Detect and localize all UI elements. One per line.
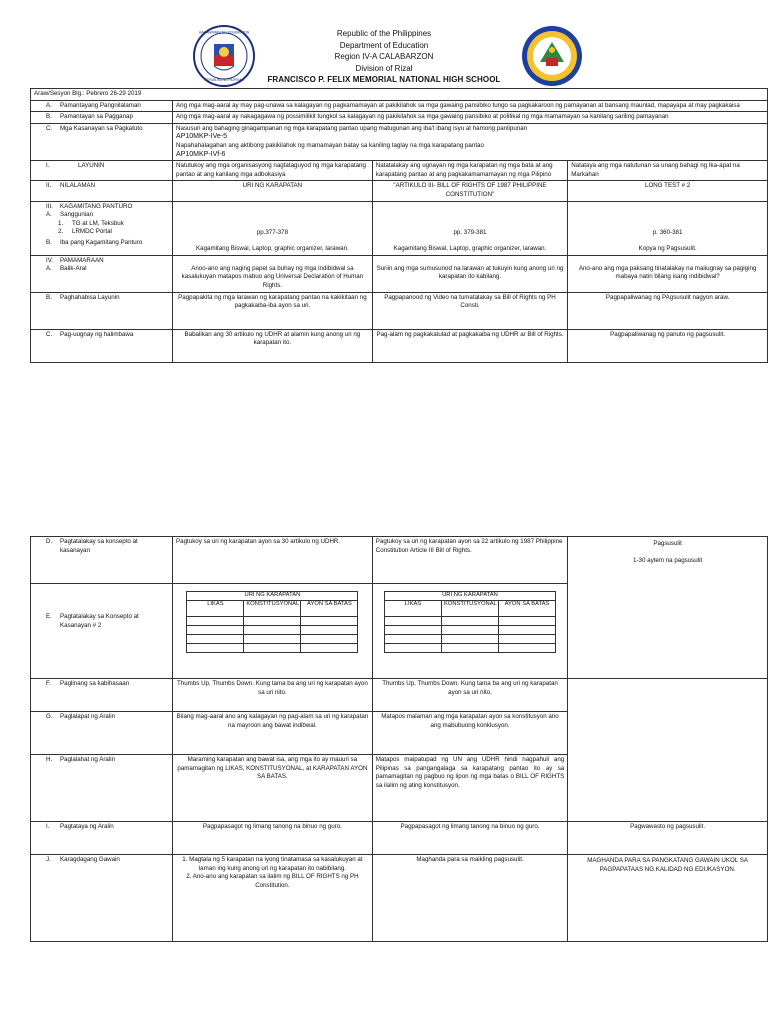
row-balik-aral	[31, 255, 768, 292]
row-pagtataya	[31, 822, 768, 855]
row-label: Paghahabisa Layunin	[60, 293, 120, 301]
pages-day-1: pp.377-378	[256, 228, 289, 236]
uri-ng-karapatan-table	[186, 591, 358, 653]
header-line-4: Division of Rizal	[355, 63, 413, 73]
layunin-day-1: Natutukoy ang mga organisasyong nagtataguyod ng mga karapatang pantao at ang kanilang mga adbokasiya	[173, 161, 373, 181]
layunin-day-2: Natatalakay ang ugnayan ng mga karapatan ng mga bata at ang karapatang pantao at ang pagkakamamamayan ng mga Pilipino	[372, 161, 567, 181]
row-label: Mga Kasanayan sa Pagkatuto	[60, 124, 143, 132]
pagtataya-day-1: Pagpapasagot ng limang tanong na binuo ng guro.	[173, 822, 373, 855]
row-letter: F.	[46, 680, 51, 687]
balik-aral-day-2: Suriin ang mga sumusunod na larawan at tukuyin kung anong uri ng karapatan ito kabilang.	[372, 255, 567, 292]
document-header	[0, 24, 768, 88]
uri-table-cell-day-1	[173, 584, 373, 679]
row-letter: I.	[46, 162, 50, 170]
uri-table-cell-day-2	[372, 584, 567, 679]
row-letter: G.	[46, 713, 53, 720]
gawain-day-1	[173, 855, 373, 942]
row-letter: III.	[46, 202, 53, 210]
lesson-plan-table-2	[30, 536, 768, 942]
row-letter: I.	[46, 823, 50, 830]
uri-col-likas: LIKAS	[385, 601, 442, 617]
layunin-step-day-1: Pagpapakita ng mga larawan ng karapatang pantao na kakikitaan ng pagkakaiba-iba ayon sa uri.	[173, 292, 373, 329]
row-letter: H.	[46, 756, 53, 763]
svg-text:KAGAWARAN NG EDUKASYON: KAGAWARAN NG EDUKASYON	[198, 30, 250, 35]
empty-day-3	[568, 679, 768, 822]
row-label: Pamantayan sa Pagganap	[60, 113, 133, 121]
pagtataya-day-2: Pagpapasagot ng limang tanong na binuo ng guro.	[372, 822, 567, 855]
uri-ng-karapatan-table	[384, 591, 556, 653]
gawain-day-2: Maghanda para sa maikling pagsusulit.	[372, 855, 567, 942]
kasanayan-text-2: Napahahalagahan ang aktibong pakikilahok ng mamamayan batay sa kaniling taglay na mga karapatang pantao	[176, 141, 484, 149]
pages-day-2: pp. 379-381	[453, 228, 487, 236]
row-label: Pamantayang Pangnilalaman	[60, 101, 141, 109]
row-label: Pagtatalakay sa Konsepto at Kasanayan # 2	[60, 613, 139, 629]
pagsusulit-cell	[568, 537, 768, 679]
row-kasanayan	[31, 123, 768, 160]
row-label: Balik-Aral	[60, 265, 87, 273]
row-text	[173, 123, 768, 160]
materials-day-3: Kopya ng Pagsusulit.	[638, 245, 697, 253]
row-letter: B.	[46, 293, 52, 301]
row-label: Karagdagang Gawain	[60, 856, 120, 863]
header-line-1: Republic of the Philippines	[336, 29, 432, 38]
row-label: Sanggunian	[60, 211, 94, 219]
row-letter: II.	[46, 182, 52, 190]
kasanayan-code-1: AP10MKP-IVe-5	[176, 133, 228, 141]
paglinang-day-1: Thumbs Up, Thumbs Down. Kung tama ba ang uri ng karapatan ayon sa uri nito.	[173, 679, 373, 712]
paglalapat-day-2: Matapos malaman ang mga karapatan ayon sa konstitusyon ano ang mabubuong konklusyon.	[372, 712, 567, 755]
school-name: FRANCISCO P. FELIX MEMORIAL NATIONAL HIGH SCHOOL	[267, 75, 501, 84]
uri-table-title: URI NG KARAPATAN	[385, 592, 556, 601]
uugnay-day-1: Babalikan ang 30 artikulo ng UDHR at alamin kung anong uri ng karapatan ito.	[173, 329, 373, 362]
row-label: PAMAMARAAN	[60, 256, 104, 264]
materials-day-2: Kagamitang Biswal, Laptop, graphic organizer, larawan.	[393, 245, 547, 253]
session-cell: Araw/Sesyon Blg.: Pebrero 26-29 2019	[31, 89, 768, 101]
row-nilalaman	[31, 181, 768, 201]
paglinang-day-2: Thumbs Up, Thumbs Down. Kung tama ba ang uri ng karapatan ayon sa uri nito.	[372, 679, 567, 712]
materials-day-1: Kagamitang Biswal, Laptop, graphic organizer, larawan.	[196, 245, 349, 253]
row-label: Pagtataya ng Aralin	[60, 823, 114, 830]
pagsusulit-label: Pagsusulit	[653, 540, 682, 547]
row-label: Pag-uugnay ng halimbawa	[60, 330, 134, 338]
kasanayan-text-1: Nasusuri ang bahaging ginagampanan ng mga karapatang pantao upang matugunan ang iba't ibang isyu at hamong panlipunan	[176, 124, 528, 132]
balik-aral-day-1: Anoo-ano ang naging papel sa buhay ng mga indibidwal sa kasalukuyan matapos mabuo ang Universal Declaration of Human Rights.	[173, 255, 373, 292]
row-layunin	[31, 161, 768, 181]
uri-col-likas: LIKAS	[187, 601, 244, 617]
layunin-day-3: Natataya ang mga natutunan sa unang bahagi ng Ika-apat na Markahan	[568, 161, 768, 181]
row-pamantayang-pangnilalaman	[31, 100, 768, 112]
row-pamantayan-sa-pagganap	[31, 112, 768, 124]
row-label: NILALAMAN	[60, 182, 96, 190]
uri-col-konstitusyonal: KONSTITUSYONAL	[244, 601, 301, 617]
item-number: 1.	[58, 219, 64, 227]
layunin-step-day-2: Pagpapanood ng Video na tumatalakay sa Bill of Rights ng PH Consti.	[372, 292, 567, 329]
row-letter: E.	[46, 613, 52, 620]
row-letter: IV.	[46, 256, 53, 264]
row-text: Ang mga mag-aaral ay nakagagawa ng possimilikit tungkol sa kalagayan ng pakikilahok sa mga gawaing pansibiko at politikal ng mga mamamayan sa kanilang sariling pamayanan	[173, 112, 768, 124]
uri-col-ayon-sa-batas: AYON SA BATAS	[499, 601, 556, 617]
header-line-2: Department of Education	[339, 40, 429, 50]
row-letter: B.	[46, 113, 52, 121]
row-kagamitang-panturo	[31, 201, 768, 255]
layunin-step-day-3: Pagpapaliwanag ng PAgsusulit nagyon araw.	[568, 292, 768, 329]
paglalahat-day-1: Maraming karapatan ang bawat isa, ang mga ito ay mauuri sa pamamagitan ng LIKAS, KONSTITUSYONAL, at KARAPATAN AYON SA BATAS.	[173, 755, 373, 822]
row-letter: A.	[46, 265, 52, 273]
uri-col-ayon-sa-batas: AYON SA BATAS	[301, 601, 358, 617]
gawain-item-1: 1. Magtala ng 5 karapatan na iyong tinatamasa sa kasalukuyan at laman ing kung anong uri ng karapatan ito nabibilang.	[182, 856, 363, 872]
gawain-item-2: 2. Ano-ano ang karapatan sa ilalim ng BILL OF RIGHTS ng PH Constitution.	[186, 873, 359, 889]
paglalapat-day-1: Bilang mag-aaral ano ang kalagayan ng pag-alam sa uri ng karapatan na mayroon ang bawat indibwal.	[173, 712, 373, 755]
row-letter: J.	[46, 856, 51, 863]
talakay-day-1: Pagtukoy sa uri ng karapatan ayon sa 30 artikulo ng UDHR.	[173, 537, 373, 584]
row-letter: A.	[46, 101, 52, 109]
item-label: TG at LM, Teksbuk	[72, 219, 124, 227]
row-paglinang	[31, 679, 768, 712]
paglalahat-day-2: Matapos maipatupad ng UN ang UDHR hindi nagpahuli ang Pilipinas sa pangangalaga sa karapatang pantao ito ay sa pamamagitan ng pagbuo ng lipon ng mga batas o BILL OF RIGHTS sa ilalim ng ating konstitusyon.	[372, 755, 567, 822]
row-pag-uugnay	[31, 329, 768, 362]
row-text: Ang mga mag-aaral ay may pag-unawa sa kalagayan ng pagkamamayan at pakikilahok sa mga gawaing pansibiko tungo sa pagkakaroon ng pamayanan at bansang maunlad, mapayapa at may pagkakaisa	[173, 100, 768, 112]
item-number: 2.	[58, 228, 64, 236]
uugnay-day-3: Pagpapaliwanag ng panuto ng pagsusulit.	[568, 329, 768, 362]
row-label: Paglalapat ng Aralin	[60, 713, 116, 720]
balik-aral-day-3: Ano-ano ang mga paksang tinatalakay na maiiugnay sa pagiging mabaya natin bilang isang indibidwal?	[568, 255, 768, 292]
nilalaman-day-3: LONG TEST # 2	[568, 181, 768, 201]
row-label: Paglalahat ng Aralin	[60, 756, 116, 763]
svg-text:REPUBLIKA NG PILIPINAS: REPUBLIKA NG PILIPINAS	[204, 78, 244, 82]
gawain-day-3: MAGHANDA PARA SA PANGKATANG GAWAIN UKOL SA PAGPAPATAAS NG KALIDAD NG EDUKASYON.	[568, 855, 768, 942]
row-label: Pagtatalakay sa konsepto at kasanayan	[60, 538, 138, 554]
talakay-day-2: Pagtukoy sa uri ng karapatan ayon sa 22 artikulo ng 1987 Philippine Constitution Article III Bill of Rights.	[372, 537, 567, 584]
lesson-plan-table-1	[30, 88, 768, 363]
item-label: LRMDC Portal	[72, 228, 112, 236]
nilalaman-day-1: URI NG KARAPATAN	[173, 181, 373, 201]
school-seal-icon	[520, 24, 584, 88]
row-label: KAGAMITANG PANTURO	[60, 202, 133, 210]
row-letter: B.	[46, 238, 52, 246]
row-karagdagang-gawain	[31, 855, 768, 942]
pagtataya-day-3: Pagwawasto ng pagsusulit.	[568, 822, 768, 855]
nilalaman-day-2: "ARTIKULO III- BILL OF RIGHTS OF 1987 PHILIPPINE CONSTITUTION"	[372, 181, 567, 201]
row-paghahabisa-layunin	[31, 292, 768, 329]
row-letter: A.	[46, 211, 52, 219]
row-label: Iba pang Kagamitang Panturo	[60, 238, 143, 246]
uri-table-title: URI NG KARAPATAN	[187, 592, 358, 601]
row-letter: C.	[46, 124, 53, 132]
header-line-3: Region IV-A CALABARZON	[334, 52, 434, 61]
pagsusulit-items: 1-30 aytem na pagsusulit	[633, 556, 703, 564]
header-text	[220, 28, 548, 86]
row-label: Paglinang sa kabihasaan	[60, 680, 130, 687]
uugnay-day-2: Pag-alam ng pagkakatulad at pagkakaiba ng UDHR ar Bill of Rights.	[372, 329, 567, 362]
row-letter: C.	[46, 330, 53, 338]
uri-col-konstitusyonal: KONSTITUSYONAL	[442, 601, 499, 617]
pages-day-3: p. 360-381	[652, 228, 683, 236]
kasanayan-code-2: AP10MKP-IVf-6	[176, 150, 226, 158]
row-letter: D.	[46, 538, 53, 545]
row-label: LAYUNIN	[78, 162, 105, 170]
session-row	[31, 89, 768, 101]
row-pagtatalakay-1	[31, 537, 768, 584]
